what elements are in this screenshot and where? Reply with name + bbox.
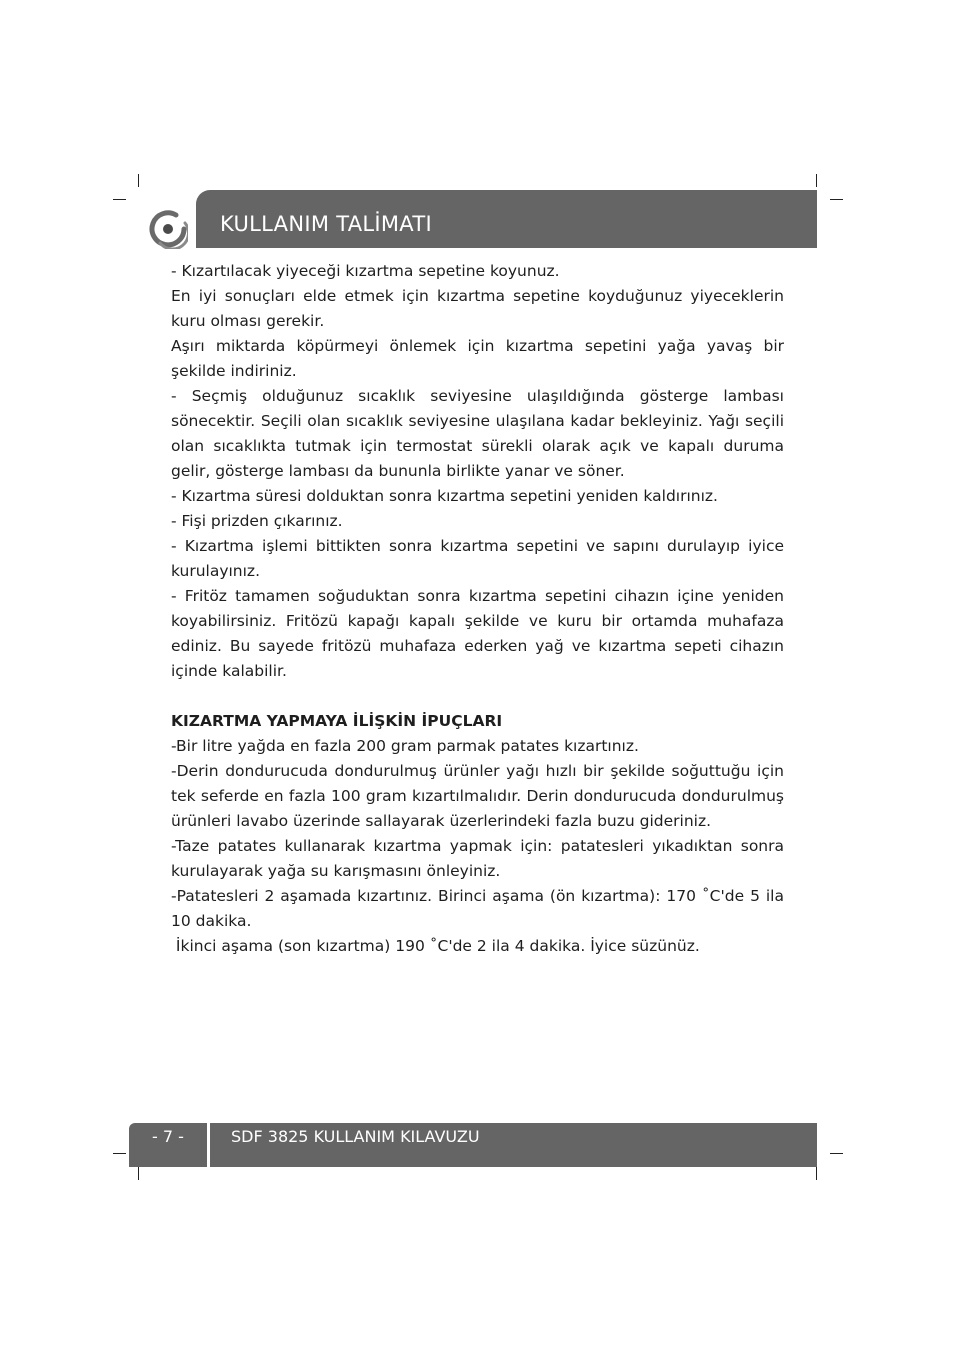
tip-paragraph: -Bir litre yağda en fazla 200 gram parmak patates kızartınız. xyxy=(171,737,639,755)
tip-paragraph: -Derin dondurucuda dondurulmuş ürünler yağı hızlı bir şekilde soğuttuğu için tek seferde en fazla 100 gram kızartılmalıdır. Derin dondurucuda dondurulmuş ürünleri lavabo üzerinde sallayarak üzerlerindeki fazla buzu gideriniz. xyxy=(171,762,784,830)
tip-paragraph: -Patatesleri 2 aşamada kızartınız. Birinci aşama (ön kızartma): 170 ˚C'de 5 ila 10 dakika. xyxy=(171,887,784,930)
instruction-paragraph: - Kızartma süresi dolduktan sonra kızartma sepetini yeniden kaldırınız. xyxy=(171,487,718,505)
footer-page-number-box xyxy=(129,1123,207,1167)
instruction-paragraph: En iyi sonuçları elde etmek için kızartma sepetine koyduğunuz yiyeceklerin kuru olması gerekir. xyxy=(171,287,784,330)
crop-mark-top-right-h xyxy=(830,199,843,200)
page-number: - 7 - xyxy=(152,1127,184,1146)
crop-mark-top-right-v xyxy=(816,174,817,187)
crop-mark-bottom-left-v xyxy=(138,1167,139,1180)
crop-mark-top-left-v xyxy=(138,174,139,187)
crop-mark-bottom-left-h xyxy=(113,1153,126,1154)
manual-title: SDF 3825 KULLANIM KILAVUZU xyxy=(231,1127,480,1146)
instruction-paragraph: Aşırı miktarda köpürmeyi önlemek için kızartma sepetini yağa yavaş bir şekilde indiriniz. xyxy=(171,337,784,380)
instruction-paragraph: - Kızartma işlemi bittikten sonra kızartma sepetini ve sapını durulayıp iyice kurulayınız. xyxy=(171,537,784,580)
section-heading: KIZARTMA YAPMAYA İLİŞKİN İPUÇLARI xyxy=(171,712,503,730)
instruction-paragraph: - Kızartılacak yiyeceği kızartma sepetine koyunuz. xyxy=(171,262,560,280)
instructions-body xyxy=(171,259,784,959)
instruction-paragraph: - Fişi prizden çıkarınız. xyxy=(171,512,343,530)
tip-paragraph: -Taze patates kullanarak kızartma yapmak için: patatesleri yıkadıktan sonra kurulayarak yağa su karışmasını önleyiniz. xyxy=(171,837,784,880)
crop-mark-bottom-right-v xyxy=(816,1167,817,1180)
paragraph-spacer xyxy=(171,684,784,709)
brand-swirl-logo-icon xyxy=(148,209,188,249)
tip-paragraph: İkinci aşama (son kızartma) 190 ˚C'de 2 ila 4 dakika. İyice süzünüz. xyxy=(171,937,700,955)
page-title: KULLANIM TALİMATI xyxy=(220,212,432,236)
instruction-paragraph: - Seçmiş olduğunuz sıcaklık seviyesine ulaşıldığında gösterge lambası sönecektir. Seçili olan sıcaklık seviyesine ulaşılana kadar bekleyiniz. Yağı seçili olan sıcaklıkta tutmak için termostat sürekli olarak açık ve kapalı duruma gelir, gösterge lambası da bununla birlikte yanar ve söner. xyxy=(171,387,784,480)
header-bar xyxy=(196,190,817,248)
footer-bar xyxy=(210,1123,817,1167)
crop-mark-bottom-right-h xyxy=(830,1153,843,1154)
crop-mark-top-left-h xyxy=(113,199,126,200)
instruction-paragraph: - Fritöz tamamen soğuduktan sonra kızartma sepetini cihazın içine yeniden koyabilirsiniz. Fritözü kapağı kapalı şekilde ve kuru bir ortamda muhafaza ediniz. Bu sayede fritözü muhafaza ederken yağ ve kızartma sepeti cihazın içinde kalabilir. xyxy=(171,587,784,680)
